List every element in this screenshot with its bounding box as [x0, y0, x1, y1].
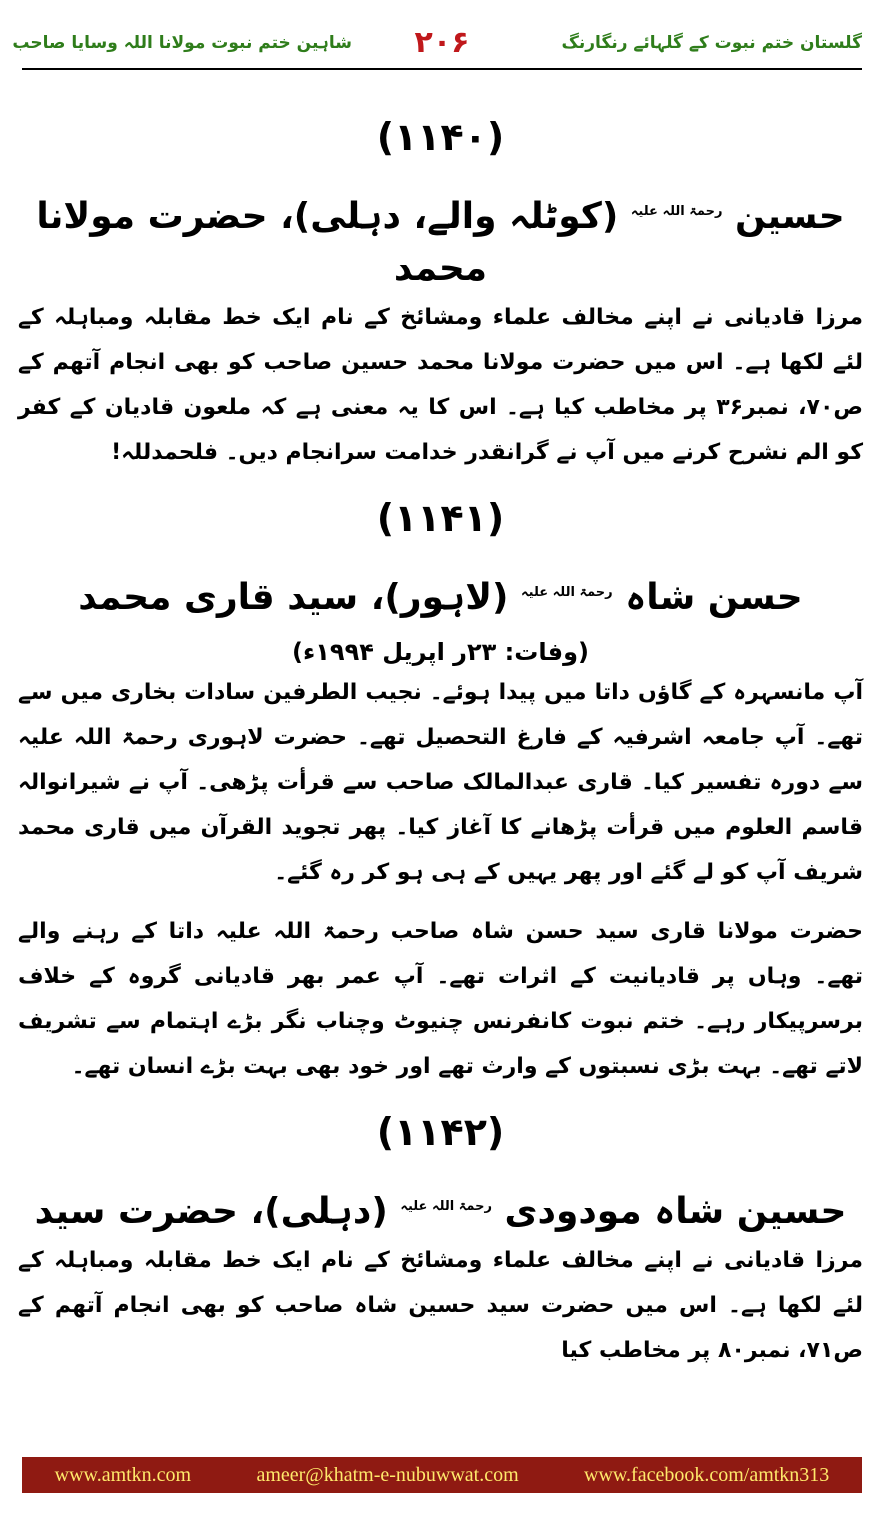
entry-title-rest: (کوٹلہ والے، دہلی)، حضرت مولانا محمد	[36, 196, 619, 289]
entry-1141	[18, 489, 863, 1089]
entry-title	[18, 567, 863, 624]
header-rule	[22, 68, 862, 70]
page-number: ۲۰۶	[414, 24, 470, 60]
entry-number: (۱۱۴۱)	[376, 496, 505, 540]
page-header	[12, 18, 862, 66]
entry-paragraph: مرزا قادیانی نے اپنے مخالف علماء ومشائخ کے نام ایک خط مقابلہ ومباہلہ کے لئے لکھا ہے۔ اس میں حضرت مولانا محمد حسین صاحب کو بھی انجام آتھم کے ص۷۰، نمبر۳۶ پر مخاطب کیا ہے۔ اس کا یہ معنی ہے کہ ملعون قادیان کے کفر کو الم نشرح کرنے میں آپ نے گرانقدر خدامت سرانجام دیں۔ فلحمدللہ!	[18, 305, 864, 465]
entry-title-name: حسین شاہ مودودی	[504, 1191, 847, 1232]
entry-paragraph: مرزا قادیانی نے اپنے مخالف علماء ومشائخ کے نام ایک خط مقابلہ ومباہلہ کے لئے لکھا ہے۔ اس میں حضرت سید حسین شاہ صاحب کو بھی انجام آتھم کے ص۷۱، نمبر۸۰ پر مخاطب کیا	[18, 1248, 864, 1363]
footer-website-link[interactable]: www.amtkn.com	[54, 1463, 192, 1486]
honorific-mark: رحمۃ اللہ علیہ	[521, 585, 613, 600]
header-book-title: گلستان ختم نبوت کے گلہائے رنگارنگ	[561, 32, 862, 53]
honorific-mark: رحمۃ اللہ علیہ	[630, 204, 723, 219]
page-footer	[22, 1457, 862, 1493]
honorific-mark: رحمۃ اللہ علیہ	[400, 1199, 492, 1214]
entry-title-name: حسین	[734, 196, 845, 237]
entry-title-name: حسن شاہ	[625, 577, 803, 618]
entry-1140	[18, 108, 863, 475]
entry-title-rest: (دہلی)، حضرت سید	[34, 1191, 388, 1232]
entry-paragraph: آپ مانسہرہ کے گاؤں داتا میں پیدا ہوئے۔ نجیب الطرفین سادات بخاری میں سے تھے۔ آپ جامعہ اشرفیہ کے فارغ التحصیل تھے۔ حضرت لاہوری رحمۃ اللہ علیہ سے دورہ تفسیر کیا۔ قاری عبدالمالک صاحب سے قرأت پڑھی۔ آپ نے شیرانوالہ قاسم العلوم میں قرأت پڑھانے کا آغاز کیا۔ پھر تجوید القرآن میں قاری محمد شریف آپ کو لے گئے اور پھر یہیں کے ہی ہو کر رہ گئے۔	[18, 680, 863, 885]
entry-number: (۱۱۴۲)	[376, 1110, 505, 1154]
entry-paragraph: حضرت مولانا قاری سید حسن شاہ صاحب رحمۃ اللہ علیہ داتا کے رہنے والے تھے۔ وہاں پر قادیانیت کے اثرات تھے۔ آپ عمر بھر قادیانی گروہ کے خلاف برسرپیکار رہے۔ ختم نبوت کانفرنس چنیوٹ وچناب نگر بڑے اہتمام سے تشریف لاتے تھے۔ بہت بڑی نسبتوں کے وارث تھے اور خود بھی بہت بڑے انسان تھے۔	[18, 919, 863, 1079]
entry-1142	[18, 1103, 863, 1373]
entry-number: (۱۱۴۰)	[376, 115, 505, 159]
footer-facebook-link[interactable]: www.facebook.com/amtkn313	[584, 1463, 830, 1486]
header-author-title: شاہین ختم نبوت مولانا اللہ وسایا صاحب	[12, 32, 352, 53]
entry-death-date: (وفات: ۲۳ر اپریل ۱۹۹۴ء)	[292, 638, 589, 666]
entry-title	[18, 186, 863, 295]
footer-email-link[interactable]: ameer@khatm-e-nubuwwat.com	[256, 1463, 519, 1486]
entry-title-rest: (لاہور)، سید قاری محمد	[78, 577, 509, 618]
page-content	[18, 100, 863, 1387]
entry-title	[18, 1181, 863, 1238]
